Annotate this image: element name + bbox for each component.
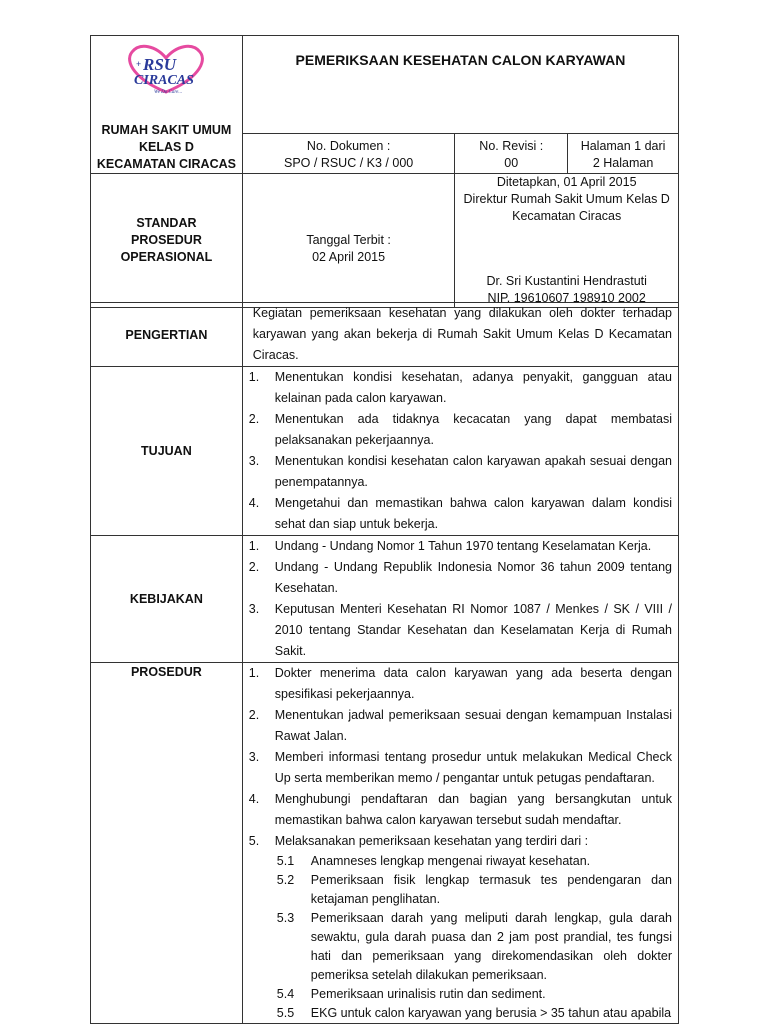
list-item: 1. Menentukan kondisi kesehatan, adanya penyakit, gangguan atau kelainan pada calon karyawan. [248,370,672,405]
list-item: 5. Melaksanakan pemeriksaan kesehatan yang terdiri dari : [248,834,589,848]
pengertian-label: PENGERTIAN [91,303,243,367]
doc-number-cell [242,133,455,173]
kebijakan-label: KEBIJAKAN [91,536,243,663]
doc-number-value: SPO / RSUC / K3 / 000 [284,155,414,170]
tujuan-label: TUJUAN [91,367,243,536]
kebijakan-row [91,536,679,663]
doc-number-label: No. Dokumen : [306,138,391,153]
signer-nip: NIP. 19610607 198910 2002 [487,291,646,305]
hospital-name: RUMAH SAKIT UMUM KELAS D KECAMATAN CIRACAS [96,123,236,171]
tujuan-row [91,367,679,536]
list-item: 2. Menentukan ada tidaknya kecacatan yang dapat membatasi pelaksanakan pekerjaannya. [248,412,672,447]
logo-text-ciracas: CIRACAS [134,73,195,88]
list-item: 2. Undang - Undang Republik Indonesia Nomor 36 tahun 2009 tentang Kesehatan. [248,560,672,595]
revision-cell [455,133,568,173]
document-title: PEMERIKSAAN KESEHATAN CALON KARYAWAN [242,36,678,134]
prosedur-list [242,663,678,1024]
list-item: 4. Menghubungi pendaftaran dan bagian yang bersangkutan untuk memastikan bahwa calon karyawan tersebut sudah mendaftar. [248,792,672,827]
list-item: 2. Menentukan jadwal pemeriksaan sesuai dengan kemampuan Instalasi Rawat Jalan. [248,708,672,743]
issue-date-value: 02 April 2015 [312,249,386,264]
revision-value: 00 [504,155,519,170]
sub-list-item: 5.1 Anamneses lengkap mengenai riwayat kesehatan. [276,854,591,868]
issue-date-label: Tanggal Terbit : [306,232,391,247]
hospital-cell [91,36,243,174]
tujuan-list [242,367,678,536]
approval-cell: Ditetapkan, 01 April 2015 Direktur Rumah Sakit Umum Kelas D Kecamatan Ciracas Dr. Sri Kustantini Hendrastuti NIP. 19610607 198910 2002 [455,174,679,308]
page-cell: Halaman 1 dari 2 Halaman [568,133,679,173]
spo-label: STANDAR PROSEDUR OPERASIONAL [91,174,243,308]
logo-text-rsu: RSU [143,55,177,74]
list-item: 3. Menentukan kondisi kesehatan calon karyawan apakah sesuai dengan penempatannya. [248,454,672,489]
issue-date-cell [242,174,455,308]
svg-text:+: + [136,59,142,69]
list-item: 3. Memberi informasi tentang prosedur untuk melakukan Medical Check Up serta memberikan memo / pengantar untuk petugas pendaftaran. [248,750,672,785]
pengertian-row [91,303,679,367]
pengertian-text: Kegiatan pemeriksaan kesehatan yang dilakukan oleh dokter terhadap karyawan yang akan bekerja di Rumah Sakit Umum Kelas D Kecamatan Ciracas. [242,303,678,367]
sub-list-item: 5.4 Pemeriksaan urinalisis rutin dan sediment. [276,987,546,1001]
signer-name: Dr. Sri Kustantini Hendrastuti [486,274,647,288]
hospital-logo [91,36,242,100]
list-item: 1. Undang - Undang Nomor 1 Tahun 1970 tentang Keselamatan Kerja. [248,539,652,553]
revision-label: No. Revisi : [479,138,544,153]
prosedur-row [91,663,679,1024]
sub-list-item: 5.5 EKG untuk calon karyawan yang berusia > 35 tahun atau apabila [276,1006,672,1020]
procedure-table [90,302,679,1024]
document-header [90,35,679,308]
list-item: 4. Mengetahui dan memastikan bahwa calon karyawan dalam kondisi sehat dan siap untuk bekerja. [248,496,672,531]
logo-tagline: We Do Care... [154,90,183,95]
sub-list-item: 5.2 Pemeriksaan fisik lengkap termasuk tes pendengaran dan ketajaman penglihatan. [276,873,672,906]
list-item: 3. Keputusan Menteri Kesehatan RI Nomor 1087 / Menkes / SK / VIII / 2010 tentang Standar Kesehatan dan Keselamatan Kerja di Rumah Sakit. [248,602,672,658]
prosedur-label: PROSEDUR [91,663,243,1024]
sub-list-item: 5.3 Pemeriksaan darah yang meliputi darah lengkap, gula darah sewaktu, gula darah puasa dan 2 jam post prandial, tes fungsi hati dan pemeriksaan yang direkomendasikan oleh dokter pemeriksa setelah dilakukan pemeriksaan. [276,911,672,982]
list-item: 1. Dokter menerima data calon karyawan yang ada beserta dengan spesifikasi pekerjaannya. [248,666,672,701]
kebijakan-list [242,536,678,663]
